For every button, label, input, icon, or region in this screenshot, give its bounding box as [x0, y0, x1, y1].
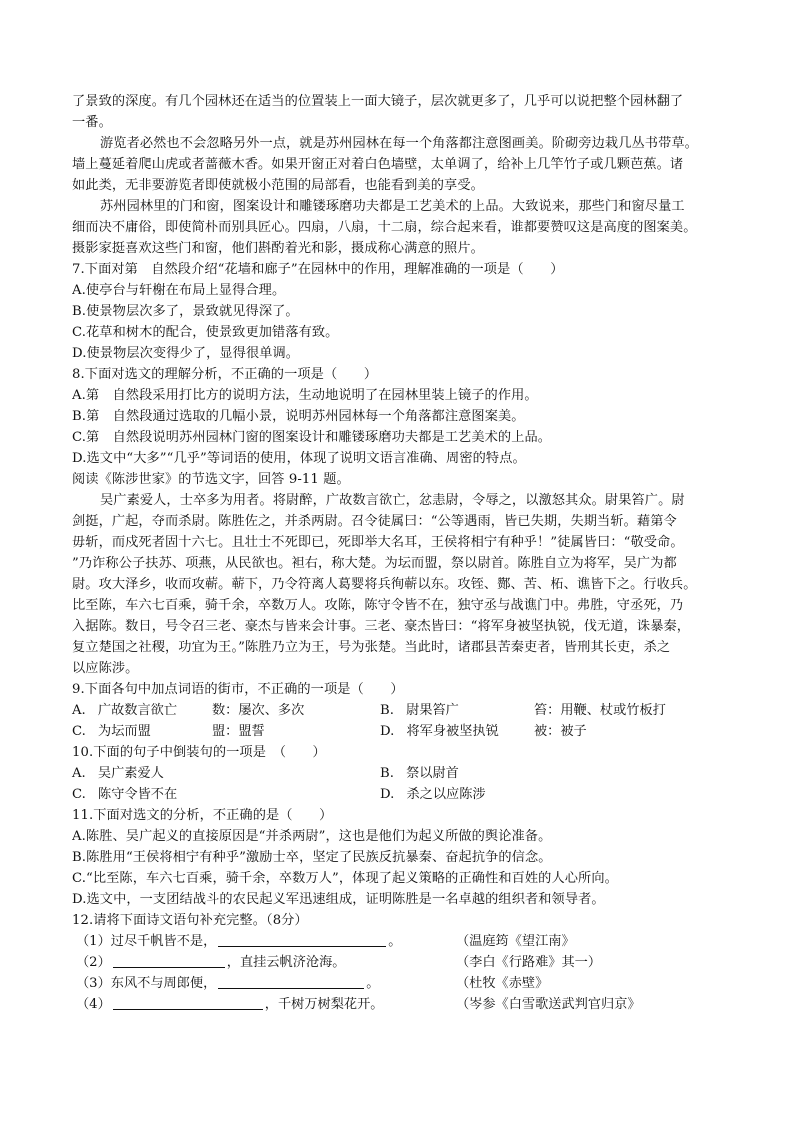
fill-item-4-source: （岑参《白雪歌送武判官归京》 — [456, 997, 641, 1012]
question-8-option-b: B.第 自然段通过选取的几幅小景，说明苏州园林每一个角落都注意图案美。 — [72, 409, 525, 424]
item-number: （3） — [76, 976, 111, 991]
question-7-option-a: A.使亭台与轩榭在布局上显得合理。 — [72, 283, 286, 298]
question-9-option-b — [380, 701, 459, 721]
answer-blank[interactable] — [113, 996, 263, 1010]
question-9-option-b-gloss: 笞：用鞭、杖或竹板打 — [534, 703, 666, 718]
answer-blank[interactable] — [218, 975, 364, 989]
question-9-option-a-gloss: 数：屡次、多次 — [212, 703, 305, 718]
passage-line: 摄影家挺喜欢这些门和窗，他们斟酌着光和影，摄成称心满意的照片。 — [72, 241, 484, 256]
option-text: 陈守令皆不在 — [98, 787, 178, 802]
passage-line: 一番。 — [72, 115, 112, 130]
question-8-option-c: C.第 自然段说明苏州园林门窗的图案设计和雕镂琢磨功夫都是工艺美术的上品。 — [72, 430, 552, 445]
option-text: 杀之以应陈涉 — [406, 787, 486, 802]
question-10-stem: 10.下面的句子中倒装句的一项是 （ ） — [72, 745, 326, 760]
question-10-option-d — [380, 785, 486, 805]
passage-line: 吴广素爱人，士卒多为用者。将尉醉，广故数言欲亡，忿恚尉，令辱之，以激怒其众。尉果笞广。尉 — [100, 493, 685, 508]
option-text: 吴广素爱人 — [97, 766, 164, 781]
option-letter: D. — [380, 724, 395, 739]
option-letter: A. — [72, 766, 86, 781]
item-number: （2） — [76, 955, 111, 970]
option-phrase: 广故数言欲亡 — [97, 703, 178, 718]
question-7-stem: 7.下面对第 自然段介绍“花墙和廊子”在园林中的作用，理解准确的一项是（ ） — [72, 262, 564, 277]
passage-line: 尉。攻大泽乡，收而攻蕲。蕲下，乃令符离人葛婴将兵徇蕲以东。攻铚、酂、苦、柘、谯皆下之。行收兵。 — [72, 577, 697, 592]
option-letter: C. — [72, 724, 86, 739]
question-10-option-b — [380, 764, 459, 784]
passage-line: 了景致的深度。有几个园林还在适当的位置装上一面大镜子，层次就更多了，几乎可以说把整个园林翻了 — [72, 94, 684, 109]
passage-line: 比至陈，车六七百乘，骑千余，卒数万人。攻陈，陈守令皆不在，独守丞与战谯门中。弗胜，守丞死，乃 — [72, 598, 684, 613]
question-11-option-b: B.陈胜用“王侯将相宁有种乎”激励士卒，坚定了民族反抗暴秦、奋起抗争的信念。 — [72, 850, 552, 865]
question-9-option-c-gloss: 盟：盟誓 — [212, 724, 265, 739]
question-9-option-d-gloss: 被：被子 — [534, 724, 587, 739]
answer-blank[interactable] — [218, 933, 386, 947]
fill-item-2 — [76, 953, 345, 973]
fill-item-3-source: （杜牧《赤壁》 — [456, 976, 549, 991]
fill-item-2-source: （李白《行路难》其一） — [456, 955, 602, 970]
passage-line: 墙上蔓延着爬山虎或者蔷薇木香。如果开窗正对着白色墙壁，太单调了，给补上几竿竹子或几颗芭蕉。诸 — [72, 157, 684, 172]
question-7-option-d: D.使景物层次变得少了，显得很单调。 — [72, 346, 300, 361]
question-9-option-c — [72, 722, 151, 742]
question-9-option-a — [72, 701, 177, 721]
question-10-option-a — [72, 764, 164, 784]
option-letter: A. — [72, 703, 86, 718]
option-text: 祭以尉首 — [406, 766, 459, 781]
item-number: （4） — [76, 997, 111, 1012]
question-8-option-d: D.选文中“大多”“几乎”等词语的使用，体现了说明文语言准确、周密的特点。 — [72, 451, 526, 466]
question-11-option-d: D.选文中，一支团结战斗的农民起义军迅速组成，证明陈胜是一名卓越的组织者和领导者。 — [72, 892, 605, 907]
option-phrase: 为坛而盟 — [98, 724, 151, 739]
option-letter: C. — [72, 787, 86, 802]
question-11-stem: 11.下面对选文的分析，不正确的是（ ） — [72, 808, 333, 823]
option-letter: B. — [380, 766, 394, 781]
question-11-option-c: C.“比至陈，车六七百乘，骑千余，卒数万人”，体现了起义策略的正确性和百姓的人心所向。 — [72, 871, 618, 886]
reading-instruction: 阅读《陈涉世家》的节选文字，回答 9-11 题。 — [72, 472, 350, 487]
option-letter: D. — [380, 787, 395, 802]
passage-line: 如此类，无非要游览者即使就极小范围的局部看，也能看到美的享受。 — [72, 178, 484, 193]
question-7-option-b: B.使景物层次多了，景致就见得深了。 — [72, 304, 299, 319]
question-7-option-c: C.花草和树木的配合，使景致更加错落有致。 — [72, 325, 339, 340]
passage-line: 复立楚国之社稷，功宜为王。”陈胜乃立为王，号为张楚。当此时，诸郡县苦秦吏者，皆刑其长吏，杀之 — [72, 640, 671, 655]
passage-line: 游览者必然也不会忽略另外一点，就是苏州园林在每一个角落都注意图画美。阶砌旁边栽几丛书带草。 — [100, 136, 698, 151]
verse-after: ，千树万树梨花开。 — [264, 997, 384, 1012]
item-number: （1） — [76, 934, 111, 949]
question-8-stem: 8.下面对选文的理解分析，不正确的一项是（ ） — [72, 367, 378, 382]
verse-before: 东风不与周郎便， — [110, 976, 217, 991]
fill-item-4 — [76, 995, 383, 1015]
question-8-option-a: A.第 自然段采用打比方的说明方法，生动地说明了在园林里装上镜子的作用。 — [72, 388, 538, 403]
verse-after: 。 — [388, 934, 402, 949]
passage-line: 苏州园林里的门和窗，图案设计和雕镂琢磨功夫都是工艺美术的上品。大致说来，那些门和窗尽量工 — [100, 199, 685, 214]
passage-line: 以应陈涉。 — [72, 661, 139, 676]
passage-line: ”乃诈称公子扶苏、项燕，从民欲也。袒右，称大楚。为坛而盟，祭以尉首。陈胜自立为将军，吴广为都 — [72, 556, 677, 571]
passage-line: 毋斩，而戍死者固十六七。且壮士不死即已，死即举大名耳，王侯将相宁有种乎！”徒属皆曰：“敬受命。 — [72, 535, 684, 550]
option-phrase: 将军身被坚执锐 — [406, 724, 499, 739]
fill-item-3 — [76, 974, 379, 994]
question-9-option-d — [380, 722, 499, 742]
question-11-option-a: A.陈胜、吴广起义的直接原因是“并杀两尉”，这也是他们为起义所做的舆论准备。 — [72, 829, 552, 844]
passage-line: 剑挺，广起，夺而杀尉。陈胜佐之，并杀两尉。召令徒属曰：“公等遇雨，皆已失期，失期当斩。藉第令 — [72, 514, 677, 529]
question-12-stem: 12.请将下面诗文语句补充完整。（8分） — [72, 913, 308, 928]
answer-blank[interactable] — [113, 954, 225, 968]
fill-item-1 — [76, 932, 401, 952]
fill-item-1-source: （温庭筠《望江南》 — [456, 934, 575, 949]
passage-line: 入据陈。数日，号令召三老、豪杰与皆来会计事。三老、豪杰皆曰：“将军身被坚执锐，伐无道，诛暴秦， — [72, 619, 691, 634]
option-phrase: 尉果笞广 — [406, 703, 459, 718]
verse-after: ，直挂云帆济沧海。 — [226, 955, 346, 970]
verse-before: 过尽千帆皆不是， — [110, 934, 217, 949]
verse-after: 。 — [366, 976, 380, 991]
question-9-stem: 9.下面各句中加点词语的街市，不正确的一项是（ ） — [72, 682, 404, 697]
question-10-option-c — [72, 785, 177, 805]
passage-line: 细而决不庸俗，即使简朴而别具匠心。四扇，八扇，十二扇，综合起来看，谁都要赞叹这是高度的图案美。 — [72, 220, 697, 235]
option-letter: B. — [380, 703, 394, 718]
